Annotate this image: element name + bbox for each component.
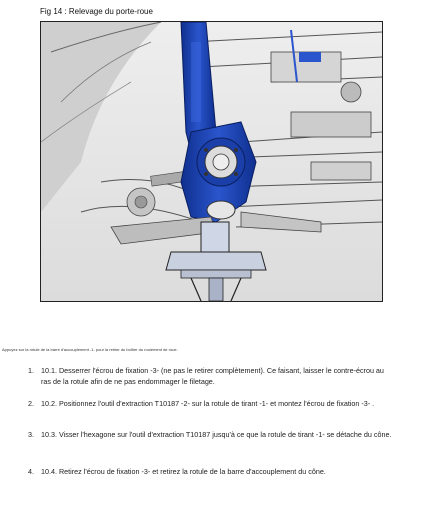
figure-title: Fig 14 : Relevage du porte-roue — [40, 7, 153, 16]
step-text: 10.1. Desserrer l'écrou de fixation -3- (ne pas le retirer complètement). Ce faisant, laisser le contre-écrou au ras de la rotule afin de ne pas endommager le filetage. — [41, 366, 384, 386]
list-item — [28, 467, 393, 478]
list-item — [28, 430, 393, 441]
suspension-drawing — [41, 22, 382, 301]
step-number: 3. — [28, 430, 34, 439]
step-text: 10.4. Retirez l'écrou de fixation -3- et retirez la rotule de la barre d'accouplement du cône. — [41, 467, 326, 476]
step-number: 2. — [28, 399, 34, 408]
figure-caption: Appuyez sur la rotule de la barre d'accouplement -1- pour la retirer du boîtier du roulement de roue. — [2, 347, 178, 352]
list-item — [28, 399, 393, 410]
step-text: 10.2. Positionnez l'outil d'extraction T10187 -2- sur la rotule de tirant -1- et montez l'écrou de fixation -3- . — [41, 399, 375, 408]
list-item — [28, 366, 393, 387]
suspension-illustration — [40, 21, 383, 302]
step-number: 1. — [28, 366, 34, 375]
step-text: 10.3. Visser l'hexagone sur l'outil d'extraction T10187 jusqu'à ce que la rotule de tirant -1- se détache du cône. — [41, 430, 392, 439]
step-number: 4. — [28, 467, 34, 476]
